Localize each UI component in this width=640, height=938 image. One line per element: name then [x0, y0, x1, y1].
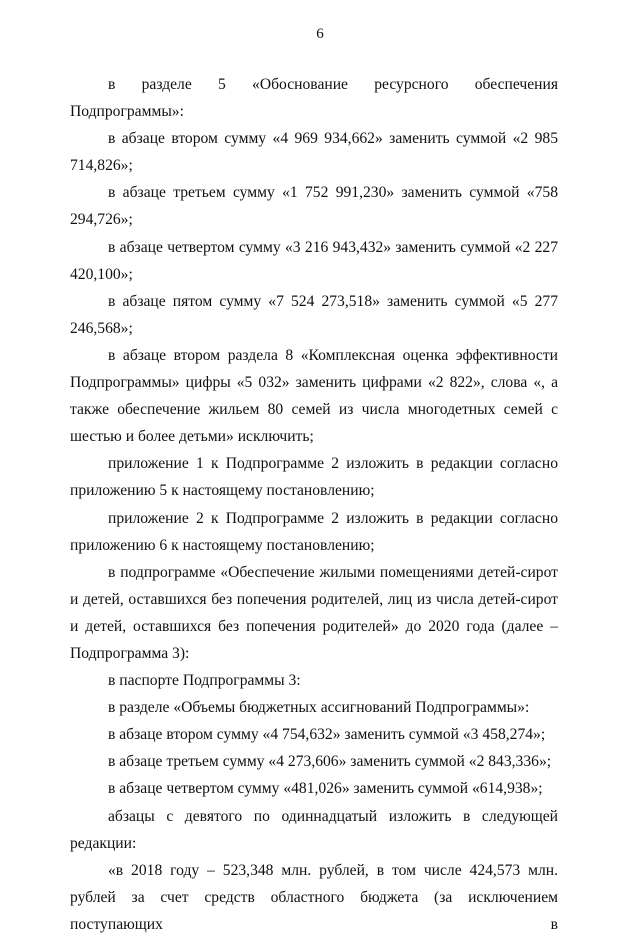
paragraph: в абзаце третьем сумму «1 752 991,230» заменить суммой «758 294,726»; [70, 184, 558, 229]
paragraph: абзацы с девятого по одиннадцатый изложить в следующей редакции: [70, 807, 558, 852]
paragraph: в абзаце четвертом сумму «3 216 943,432» заменить суммой «2 227 420,100»; [70, 238, 558, 283]
paragraph: в разделе «Объемы бюджетных ассигнований Подпрограммы»: [108, 699, 530, 717]
paragraph: в разделе 5 «Обоснование ресурсного обеспечения Подпрограммы»: [70, 76, 558, 121]
paragraph: в абзаце втором сумму «4 969 934,662» заменить суммой «2 985 714,826»; [70, 130, 558, 175]
paragraph: приложение 2 к Подпрограмме 2 изложить в редакции согласно приложению 6 к настоящему постановлению; [70, 509, 558, 554]
paragraph: в паспорте Подпрограммы 3: [108, 672, 301, 690]
paragraph: в абзаце пятом сумму «7 524 273,518» заменить суммой «5 277 246,568»; [70, 292, 558, 337]
page-number: 6 [316, 26, 324, 42]
paragraph: в абзаце четвертом сумму «481,026» заменить суммой «614,938»; [108, 780, 543, 798]
paragraph: в абзаце третьем сумму «4 273,606» заменить суммой «2 843,336»; [108, 753, 552, 771]
paragraph: в абзаце втором сумму «4 754,632» заменить суммой «3 458,274»; [108, 726, 546, 744]
paragraph: приложение 1 к Подпрограмме 2 изложить в редакции согласно приложению 5 к настоящему постановлению; [70, 455, 558, 500]
paragraph: в подпрограмме «Обеспечение жилыми помещениями детей-сирот и детей, оставшихся без попечения родителей, лиц из числа детей-сирот и детей, оставшихся без попечения родителей» до 2020 года (далее – Подпрограмма 3): [70, 563, 558, 662]
paragraph: «в 2018 году – 523,348 млн. рублей, в том числе 424,573 млн. рублей за счет средств областного бюджета (за исключением поступающих в [70, 861, 558, 933]
paragraph: в абзаце втором раздела 8 «Комплексная оценка эффективности Подпрограммы» цифры «5 032» заменить цифрами «2 822», слова «, а также обеспечение жильем 80 семей из числа многодетных семей с шестью и более детьми» исключить; [70, 346, 558, 446]
document-body [70, 71, 558, 938]
